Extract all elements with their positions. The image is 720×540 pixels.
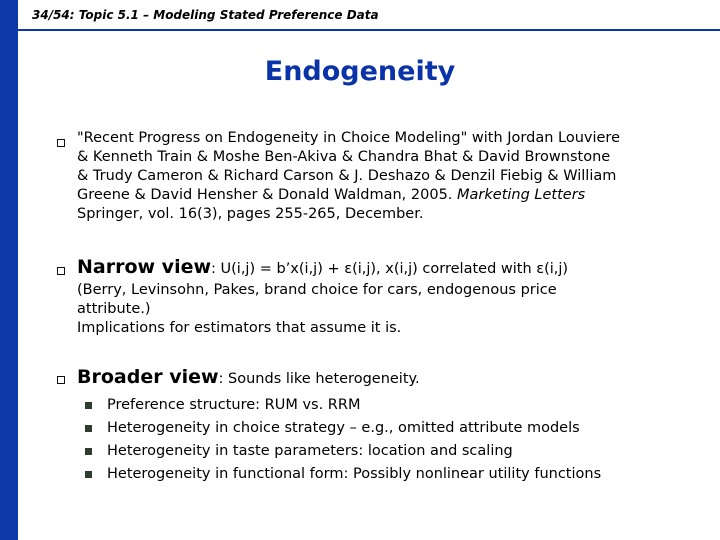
citation-line: & Trudy Cameron & Richard Carson & J. Deshazo & Denzil Fiebig & William <box>77 168 617 184</box>
narrow-view-line <box>77 258 707 279</box>
journal-name: Marketing Letters <box>457 187 586 203</box>
sub-bullet-icon <box>85 402 92 409</box>
narrow-view-detail: Implications for estimators that assume it is. <box>77 320 402 336</box>
slide-header: 34/54: Topic 5.1 – Modeling Stated Preference Data <box>32 8 379 22</box>
narrow-view-heading: Narrow view <box>77 256 212 278</box>
sub-bullet-icon <box>85 425 92 432</box>
bullet-icon <box>57 139 65 147</box>
sub-bullet-item: Heterogeneity in functional form: Possibly nonlinear utility functions <box>85 463 705 486</box>
bullet-icon <box>57 267 65 275</box>
sub-bullet-item: Heterogeneity in taste parameters: location and scaling <box>85 440 705 463</box>
broader-view-heading: Broader view <box>77 366 219 388</box>
narrow-view-detail: attribute.) <box>77 301 151 317</box>
slide-title: Endogeneity <box>264 56 456 87</box>
citation-line: Springer, vol. 16(3), pages 255-265, December. <box>77 206 424 222</box>
sub-bullet-icon <box>85 471 92 478</box>
narrow-view-formula: : U(i,j) = b’x(i,j) + ε(i,j), x(i,j) correlated with ε(i,j) <box>211 261 569 277</box>
header-rule <box>18 29 720 31</box>
sub-bullet-item: Preference structure: RUM vs. RRM <box>85 394 705 417</box>
sub-bullet-icon <box>85 448 92 455</box>
narrow-view-detail: (Berry, Levinsohn, Pakes, brand choice for cars, endogenous price <box>77 282 557 298</box>
citation-line: Greene & David Hensher & Donald Waldman, 2005. Marketing Letters <box>77 187 586 203</box>
broader-view-suffix: : Sounds like heterogeneity. <box>218 371 420 387</box>
citation-line: "Recent Progress on Endogeneity in Choice Modeling" with Jordan Louviere <box>77 130 620 146</box>
citation-line: & Kenneth Train & Moshe Ben-Akiva & Chandra Bhat & David Brownstone <box>77 149 611 165</box>
narrow-view-paragraph <box>77 258 707 338</box>
sub-bullet-item: Heterogeneity in choice strategy – e.g., omitted attribute models <box>85 417 705 440</box>
bullet-icon <box>57 376 65 384</box>
citation-paragraph <box>77 129 707 224</box>
broader-view-paragraph <box>77 368 707 389</box>
